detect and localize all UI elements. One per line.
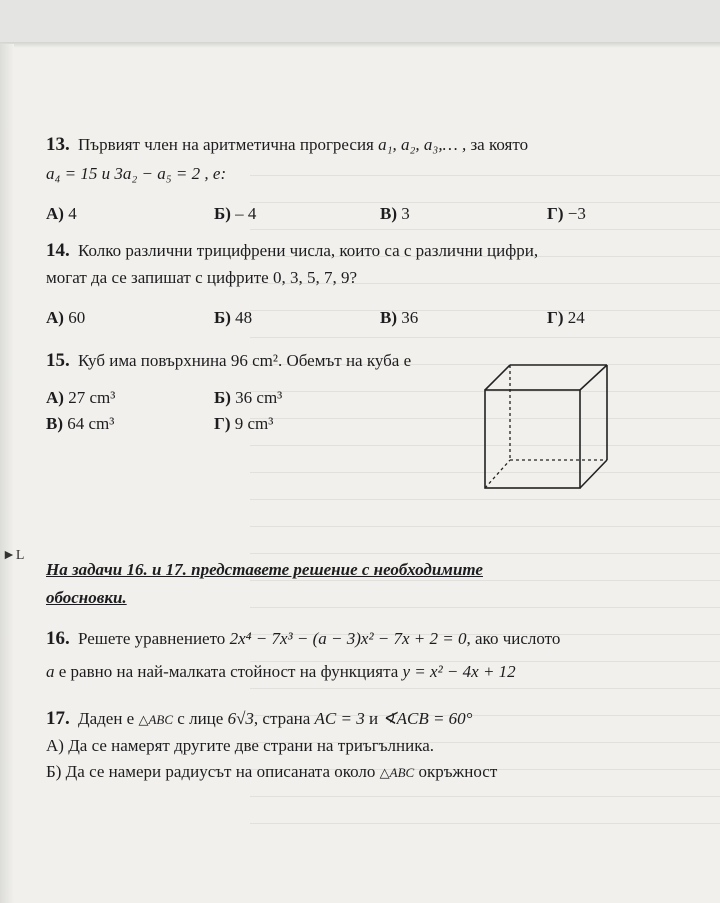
q17-area: 6√3 <box>227 709 254 728</box>
q13-number: 13. <box>46 134 70 155</box>
cube-diagram <box>480 360 615 495</box>
q17-part-b-prefix: Б) Да се намери радиусът на описаната около <box>46 762 376 781</box>
q16-tail: , ако числото <box>466 629 561 648</box>
q17-part-b-triangle: △ABC <box>379 765 415 780</box>
cube-hidden-edges <box>485 365 607 488</box>
q16-line2 <box>46 662 516 682</box>
q17-part-a: А) Да се намерят другите две страни на триъгълника. <box>46 736 434 755</box>
cube-front-face <box>485 390 580 488</box>
cube-edge <box>485 365 510 390</box>
q15-option-b[interactable]: Б) 36 cm³ <box>214 388 283 407</box>
section-heading-line1: На задачи 16. и 17. представете решение с необходимите <box>46 560 483 579</box>
q17-number: 17. <box>46 708 70 729</box>
q13-option-d[interactable]: Г) −3 <box>547 204 586 223</box>
q13-text: Първият член на аритметична прогресия <box>78 135 374 154</box>
q14-number: 14. <box>46 240 70 261</box>
q14-text2: могат да се запишат с цифрите 0, 3, 5, 7, 9? <box>46 268 357 287</box>
q15-text: Куб има повърхнина 96 cm². Обемът на куба е <box>78 351 412 370</box>
q16-line1 <box>46 628 560 650</box>
q14-option-b[interactable]: Б) 48 <box>214 308 253 327</box>
q17-side: AC = 3 <box>314 709 365 728</box>
q17-text-b: с лице <box>177 709 224 728</box>
q13-option-b[interactable]: Б) – 4 <box>214 204 257 223</box>
q16-variable: a <box>46 662 55 681</box>
scanner-top-band <box>0 0 720 42</box>
q15-number: 15. <box>46 350 70 371</box>
page-top-edge <box>0 42 720 48</box>
q13-option-a[interactable]: А) 4 <box>46 204 77 223</box>
q15-option-c[interactable]: В) 64 cm³ <box>46 414 115 433</box>
section-heading-line2: обосновки. <box>46 588 127 607</box>
q16-line2-text: е равно на най-малката стойност на функцията <box>58 662 399 681</box>
page-left-shadow <box>0 44 14 903</box>
margin-mark: ►L <box>2 548 25 563</box>
cube-edge <box>580 460 607 488</box>
q16-number: 16. <box>46 628 70 649</box>
q17-part-b <box>46 762 497 782</box>
q17-line1 <box>46 708 472 730</box>
q15-option-d[interactable]: Г) 9 cm³ <box>214 414 274 433</box>
q17-triangle: △ABC <box>138 712 174 727</box>
q14-option-d[interactable]: Г) 24 <box>547 308 585 327</box>
q16-equation: 2x⁴ − 7x³ − (a − 3)x² − 7x + 2 = 0 <box>229 629 467 648</box>
cube-edge <box>580 365 607 390</box>
q17-text-a: Даден е <box>78 709 135 728</box>
q14-option-c[interactable]: В) 36 <box>380 308 419 327</box>
q15-option-a[interactable]: А) 27 cm³ <box>46 388 116 407</box>
q17-part-b-suffix: окръжност <box>418 762 498 781</box>
q13-tail: за която <box>470 135 529 154</box>
q15-line <box>46 350 411 372</box>
q17-text-d: и <box>369 709 379 728</box>
q13-condition: a₄ = 15 и 3a₂ − a₅ = 2 , е: <box>46 164 227 183</box>
q13-option-c[interactable]: В) 3 <box>380 204 410 223</box>
q16-text: Решете уравнението <box>78 629 226 648</box>
q16-function: y = x² − 4x + 12 <box>402 662 516 681</box>
q14-option-a[interactable]: А) 60 <box>46 308 86 327</box>
q14-text1: Колко различни трицифрени числа, които са с различни цифри, <box>78 241 539 260</box>
q17-angle: ∢ACB = 60° <box>382 709 473 728</box>
q13-line1 <box>46 134 528 156</box>
q13-sequence: a₁, a₂, a₃,… , <box>378 135 467 154</box>
q14-line1 <box>46 240 538 262</box>
q17-text-c: , страна <box>253 709 311 728</box>
